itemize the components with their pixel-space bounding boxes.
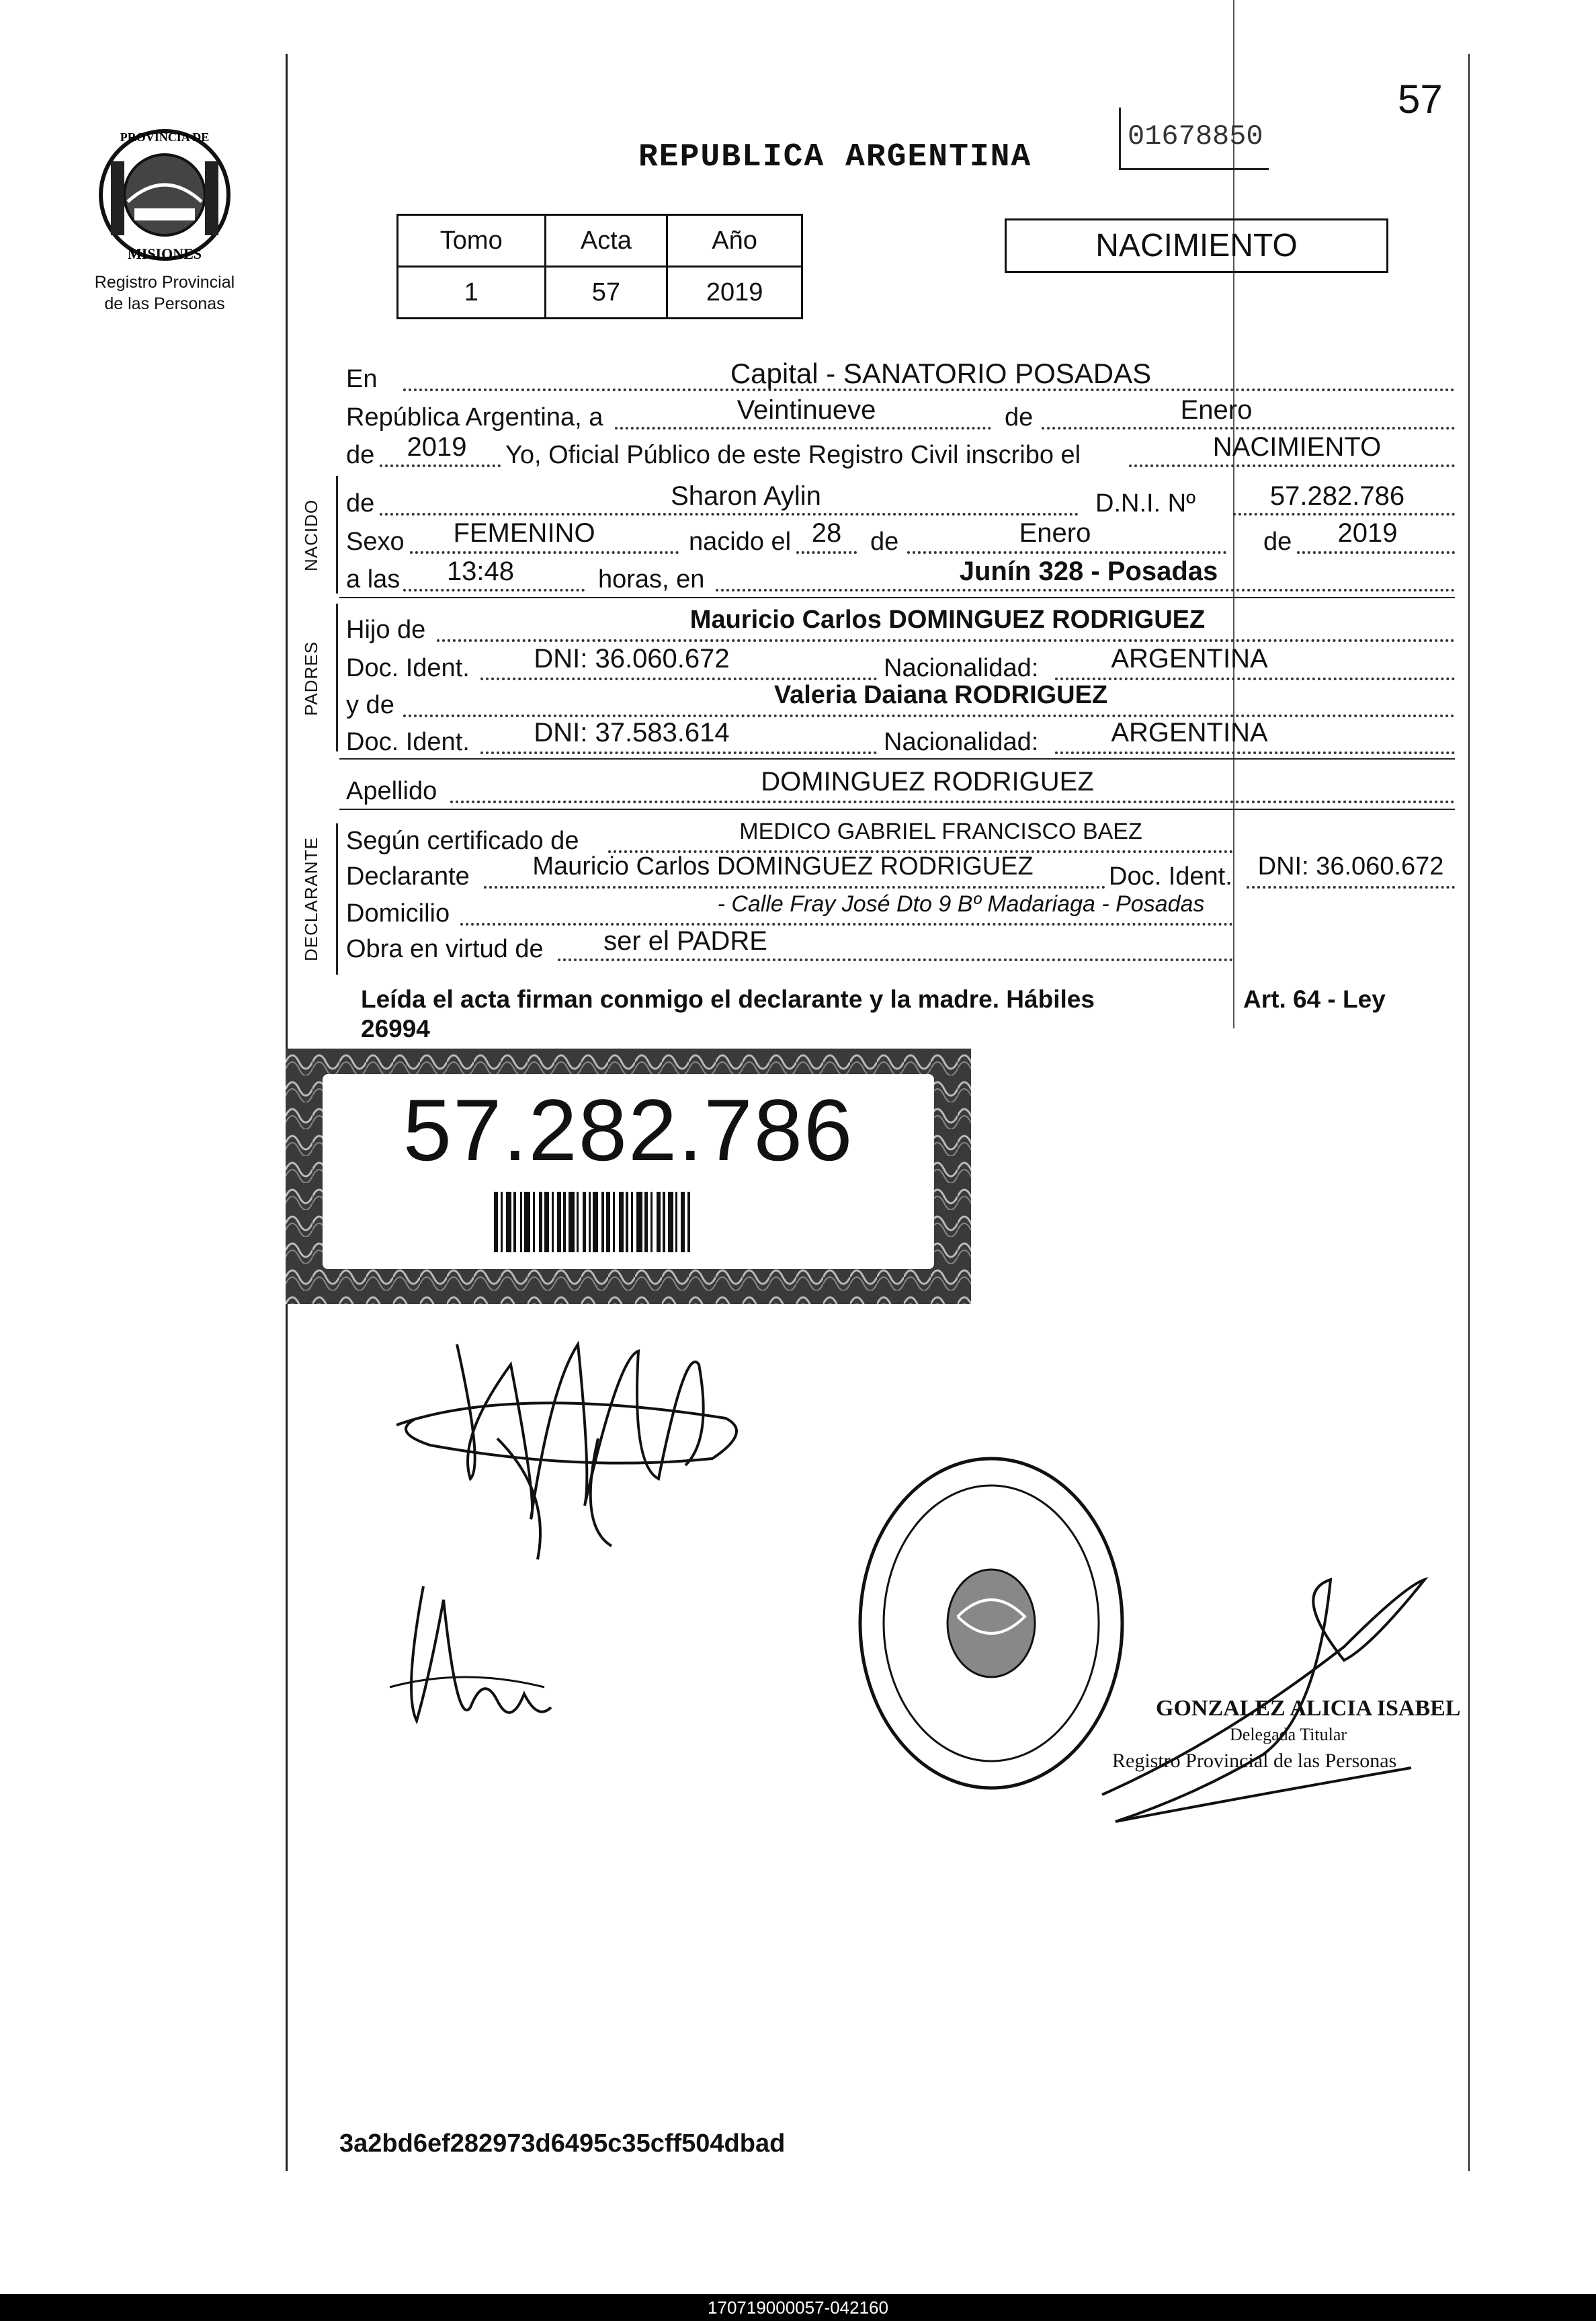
dotline-declarante-dni [1247, 886, 1455, 889]
value-tipo: NACIMIENTO [1212, 432, 1382, 462]
value-padre-nac: ARGENTINA [1111, 644, 1268, 674]
official-office: Registro Provincial de las Personas [1112, 1750, 1397, 1772]
label-doc-ident-2: Doc. Ident. [346, 728, 470, 756]
document-hash: 3a2bd6ef282973d6495c35cff504dbad [339, 2129, 786, 2158]
label-doc-ident-3: Doc. Ident. [1109, 862, 1232, 891]
label-de-2: de [346, 441, 375, 469]
footer-bar [0, 2294, 1596, 2321]
label-de-mes: de [870, 528, 899, 556]
dotline-anio [380, 464, 501, 467]
svg-text:PROVINCIA DE: PROVINCIA DE [120, 130, 210, 144]
dotline-madre-dni [480, 751, 877, 754]
label-yo: Yo, Oficial Público de este Registro Civil inscribo el [505, 441, 1081, 469]
value-anio: 2019 [407, 432, 467, 462]
divider-1 [339, 597, 1455, 598]
dotline-madre-nac [1055, 751, 1455, 754]
value-hora: 13:48 [446, 557, 515, 586]
volume-table [396, 214, 803, 319]
table-header-anio: Año [667, 215, 802, 267]
label-apellido: Apellido [346, 777, 437, 805]
dotline-lugar-nac [716, 589, 1455, 592]
label-de-nombre: de [346, 489, 375, 518]
divider-2 [339, 758, 1455, 760]
value-nombre: Sharon Aylin [671, 481, 821, 511]
dotline-dia [615, 427, 991, 430]
value-certificado: MEDICO GABRIEL FRANCISCO BAEZ [739, 819, 1142, 844]
dotline-padre-nac [1055, 678, 1455, 680]
value-nac-dia: 28 [811, 518, 842, 548]
note-art: Art. 64 - Ley [1243, 985, 1386, 1013]
country-title: REPUBLICA ARGENTINA [638, 139, 1032, 175]
dotline-padre-dni [480, 678, 877, 680]
dotline-tipo [1129, 464, 1455, 467]
value-mes: Enero [1180, 395, 1253, 425]
svg-text:MISIONES: MISIONES [127, 245, 202, 262]
value-dia: Veintinueve [737, 395, 876, 425]
label-de-1: de [1005, 403, 1034, 432]
page-number: 57 [1398, 77, 1443, 122]
label-segun: Según certificado de [346, 827, 579, 855]
barcode-number: 57.282.786 [403, 1081, 854, 1179]
dotline-mes [1042, 427, 1455, 430]
label-sexo: Sexo [346, 528, 405, 556]
dotline-obra [558, 959, 1233, 961]
barcode-sticker [286, 1049, 971, 1304]
note-leida: Leída el acta firman conmigo el declarante y la madre. Hábiles [361, 985, 1095, 1013]
side-label-declarante: DECLARANTE [301, 837, 321, 961]
table-header-acta: Acta [545, 215, 667, 267]
label-nacionalidad-2: Nacionalidad: [884, 728, 1039, 756]
label-en: En [346, 365, 378, 393]
dotline-sexo [410, 551, 679, 554]
value-sexo: FEMENINO [453, 518, 595, 548]
label-domicilio: Domicilio [346, 899, 450, 928]
label-y-de: y de [346, 691, 394, 719]
value-lugar-nac: Junín 328 - Posadas [959, 557, 1218, 586]
province-logo [94, 121, 235, 269]
dotline-nombre [380, 513, 1079, 516]
value-domicilio: - Calle Fray José Dto 9 Bº Madariaga - Posadas [717, 891, 1205, 917]
footer-code: 170719000057-042160 [708, 2297, 888, 2318]
dotline-hora [403, 589, 585, 592]
table-value-anio: 2019 [667, 267, 802, 319]
mother-signature-icon [383, 1573, 558, 1741]
label-horas-en: horas, en [598, 565, 705, 594]
record-type-label: NACIMIENTO [1095, 228, 1298, 263]
dotline-padre [437, 639, 1455, 642]
barcode-bars [494, 1192, 776, 1252]
serial-box [1119, 108, 1269, 170]
value-madre-dni: DNI: 37.583.614 [534, 718, 730, 747]
label-nacido-el: nacido el [689, 528, 792, 556]
dotline-apellido [450, 801, 1455, 803]
official-title: Delegada Titular [1230, 1725, 1347, 1744]
dotline-declarante [484, 886, 1105, 889]
right-margin-line [1468, 54, 1470, 2171]
declarante-bracket [336, 823, 338, 975]
value-madre-nac: ARGENTINA [1111, 718, 1268, 747]
label-obra: Obra en virtud de [346, 935, 544, 963]
value-padre-dni: DNI: 36.060.672 [534, 644, 730, 674]
record-type-box [1005, 218, 1388, 273]
table-value-acta: 57 [545, 267, 667, 319]
label-a-las: a las [346, 565, 401, 594]
value-apellido: DOMINGUEZ RODRIGUEZ [761, 767, 1094, 797]
value-dni: 57.282.786 [1269, 481, 1405, 511]
table-value-tomo: 1 [398, 267, 546, 319]
registry-line2: de las Personas [104, 294, 225, 313]
side-label-padres: PADRES [301, 641, 321, 716]
serial-number: 01678850 [1128, 120, 1263, 153]
barcode-panel [323, 1074, 934, 1269]
dotline-nac-anio [1297, 551, 1455, 554]
label-dni: D.N.I. Nº [1095, 489, 1195, 518]
value-declarante-dni: DNI: 36.060.672 [1257, 852, 1444, 881]
dotline-domicilio [460, 923, 1233, 926]
value-nac-anio: 2019 [1337, 518, 1398, 548]
value-declarante: Mauricio Carlos DOMINGUEZ RODRIGUEZ [532, 852, 1034, 881]
dotline-madre [403, 715, 1455, 717]
divider-3 [339, 809, 1455, 810]
official-name: GONZALEZ ALICIA ISABEL [1156, 1696, 1461, 1721]
dotline-nac-mes [907, 551, 1226, 554]
value-padre: Mauricio Carlos DOMINGUEZ RODRIGUEZ [689, 606, 1206, 634]
dotline-nac-dia [796, 551, 857, 554]
padres-bracket [336, 604, 338, 751]
label-hijo-de: Hijo de [346, 616, 426, 644]
value-obra: ser el PADRE [603, 926, 767, 956]
value-lugar: Capital - SANATORIO POSADAS [730, 358, 1152, 389]
label-nacionalidad: Nacionalidad: [884, 654, 1039, 682]
registry-line1: Registro Provincial [94, 273, 235, 292]
label-declarante: Declarante [346, 862, 470, 891]
side-label-nacido: NACIDO [301, 499, 321, 571]
table-header-tomo: Tomo [398, 215, 546, 267]
province-seal-icon [94, 121, 235, 269]
note-ley-num: 26994 [361, 1015, 430, 1043]
label-republica: República Argentina, a [346, 403, 603, 432]
value-nac-mes: Enero [1019, 518, 1091, 548]
declarant-signature-icon [376, 1304, 793, 1586]
dotline-dni [1233, 513, 1455, 516]
value-madre: Valeria Daiana RODRIGUEZ [773, 681, 1108, 709]
label-doc-ident: Doc. Ident. [346, 654, 470, 682]
label-de-anio: de [1263, 528, 1292, 556]
nacido-bracket [336, 476, 338, 594]
